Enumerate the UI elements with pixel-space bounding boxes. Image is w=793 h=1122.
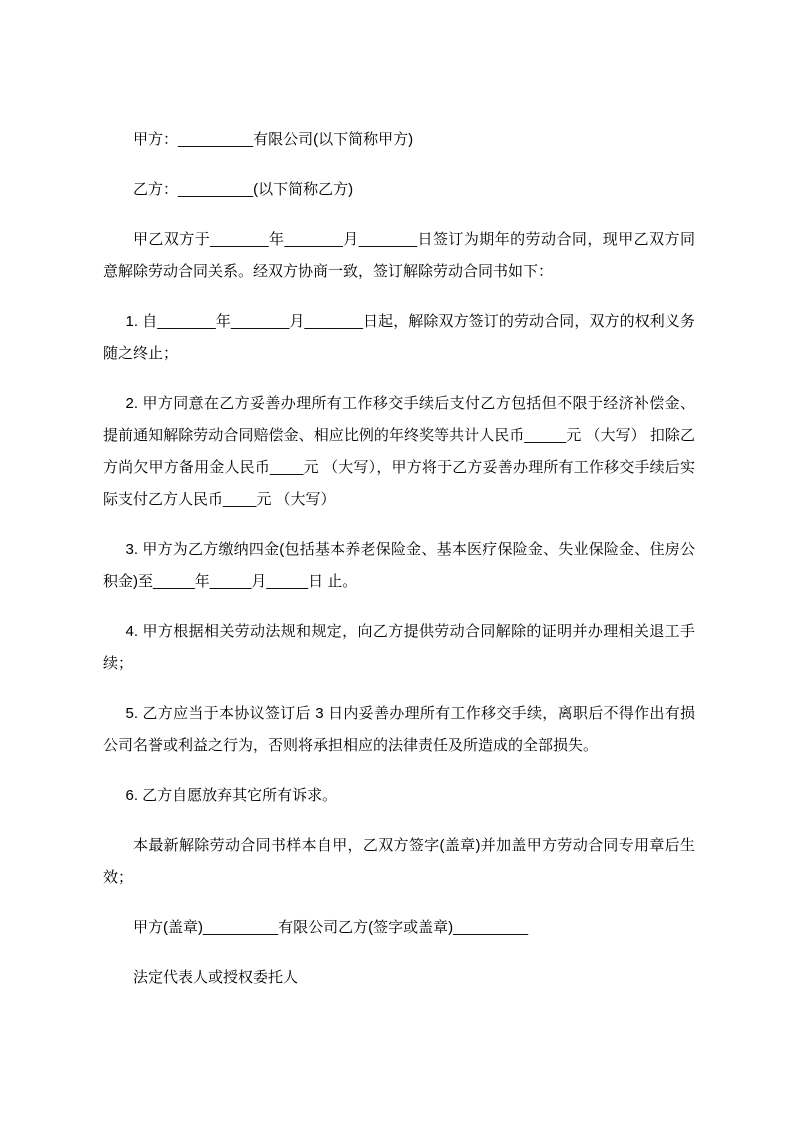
party-b-line: 乙方：_________(以下简称乙方): [133, 181, 354, 198]
clause-3: 3. 甲方为乙方缴纳四金(包括基本养老保险金、基本医疗保险金、失业保险金、住房公积金)至_____年_____月_____日 止。: [103, 541, 695, 590]
clause-1: 1. 自_______年_______月_______日起，解除双方签订的劳动合同，双方的权利义务随之终止；: [103, 313, 695, 362]
clause-4: 4. 甲方根据相关劳动法规和规定，向乙方提供劳动合同解除的证明并办理相关退工手续；: [103, 623, 695, 672]
intro-paragraph: 甲乙双方于_______年_______月_______日签订为期年的劳动合同，现甲乙双方同意解除劳动合同关系。经双方协商一致，签订解除劳动合同书如下：: [103, 231, 695, 280]
clause-2: 2. 甲方同意在乙方妥善办理所有工作移交手续后支付乙方包括但不限于经济补偿金、提前通知解除劳动合同赔偿金、相应比例的年终奖等共计人民币_____元 （大写） 扣除乙方尚欠甲方备用金人民币____元 （大写），甲方将于乙方妥善办理所有工作移交手续后实际支付乙方人民币____元 （大写）: [103, 395, 695, 508]
effective-clause: 本最新解除劳动合同书样本自甲，乙双方签字(盖章)并加盖甲方劳动合同专用章后生效；: [103, 837, 695, 886]
party-a-line: 甲方：_________有限公司(以下简称甲方): [133, 131, 414, 148]
legal-representative-line: 法定代表人或授权委托人: [133, 969, 299, 986]
clause-6: 6. 乙方自愿放弃其它所有诉求。: [125, 787, 338, 804]
clause-5: 5. 乙方应当于本协议签订后 3 日内妥善办理所有工作移交手续，离职后不得作出有损公司名誉或利益之行为，否则将承担相应的法律责任及所造成的全部损失。: [103, 705, 695, 754]
signature-line: 甲方(盖章)_________有限公司乙方(签字或盖章)_________: [133, 919, 529, 936]
